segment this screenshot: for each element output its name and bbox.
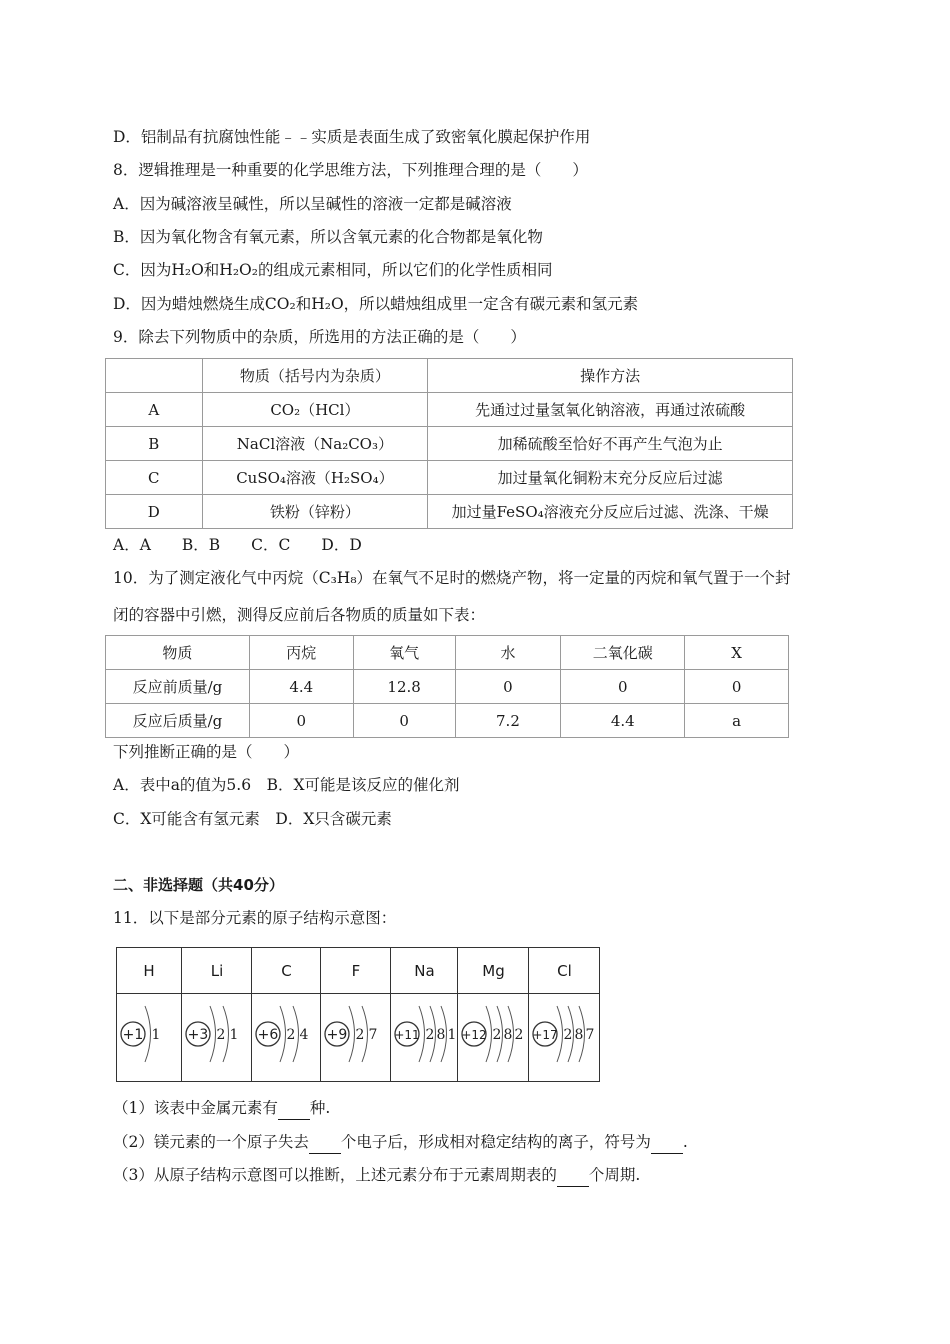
shell-electron-count: 1 (229, 1027, 239, 1043)
answer-blank[interactable] (309, 1131, 341, 1154)
shell-electron-count: 2 (216, 1027, 226, 1043)
shell-electron-count: 2 (514, 1027, 524, 1043)
shell-electron-count: 4 (299, 1027, 309, 1043)
electron-shell-arc (280, 1006, 286, 1062)
question-10-options-ab: A．表中a的值为5.6 B．X可能是该反应的催化剂 (113, 776, 460, 794)
table-cell: 加过量氧化铜粉末充分反应后过滤 (428, 461, 793, 495)
nucleus-charge: +17 (532, 1028, 558, 1042)
nucleus-charge: +12 (461, 1028, 487, 1042)
table-cell: 铁粉（锌粉） (202, 495, 428, 529)
atom-diagram (529, 994, 600, 1080)
atom-column-cl (528, 948, 600, 1081)
table-cell: C (106, 461, 203, 495)
element-symbol: Li (210, 961, 224, 980)
atom-column-h (117, 948, 181, 1081)
table-header-cell: 丙烷 (249, 636, 353, 670)
part-1-text-b: 种. (309, 1099, 331, 1117)
shell-electron-count: 7 (368, 1027, 378, 1043)
table-cell: 0 (455, 670, 561, 704)
question-9-stem: 9．除去下列物质中的杂质，所选用的方法正确的是（ ） (113, 328, 526, 346)
table-cell: 7.2 (455, 704, 561, 738)
part-3-text-a: （3）从原子结构示意图可以推断，上述元素分布于元素周期表的 (113, 1166, 557, 1184)
question-10-stem-line1: 10．为了测定液化气中丙烷（C₃H₈）在氧气不足时的燃烧产物，将一定量的丙烷和氧气置于一个封 (113, 569, 791, 587)
shell-electron-count: 8 (503, 1027, 513, 1043)
atom-column-na (390, 948, 458, 1081)
atom-diagram (391, 994, 458, 1080)
electron-shell-arc (349, 1006, 355, 1062)
nucleus-charge: +6 (257, 1027, 279, 1043)
question-9-table (105, 358, 793, 529)
nucleus-charge: +9 (326, 1027, 348, 1043)
table-header-cell: 物质 (106, 636, 250, 670)
question-10-options-cd: C．X可能含有氢元素 D．X只含碳元素 (113, 810, 392, 828)
question-8-option-c: C．因为H₂O和H₂O₂的组成元素相同，所以它们的化学性质相同 (113, 261, 553, 279)
table-row (106, 704, 789, 738)
electron-shell-arc (486, 1006, 492, 1062)
question-10-ask: 下列推断正确的是（ ） (113, 743, 300, 761)
table-row (106, 495, 793, 529)
atom-diagram (458, 994, 529, 1080)
shell-electron-count: 8 (436, 1027, 446, 1043)
table-header-cell: X (685, 636, 789, 670)
table-cell: D (106, 495, 203, 529)
element-symbol: Cl (557, 961, 572, 980)
answer-blank[interactable] (651, 1131, 683, 1154)
atom-column-li (181, 948, 252, 1081)
atom-diagram (321, 994, 391, 1080)
table-header-cell: 氧气 (353, 636, 455, 670)
table-header-cell: 物质（括号内为杂质） (202, 359, 428, 393)
table-cell: CuSO₄溶液（H₂SO₄） (202, 461, 428, 495)
table-cell: B (106, 427, 203, 461)
question-8-stem: 8．逻辑推理是一种重要的化学思维方法，下列推理合理的是（ ） (113, 161, 588, 179)
shell-electron-count: 1 (151, 1027, 161, 1043)
shell-electron-count: 2 (563, 1027, 573, 1043)
electron-shell-arc (145, 1006, 151, 1062)
atom-column-f (320, 948, 391, 1081)
section-heading: 二、非选择题（共40分） (113, 876, 284, 894)
atom-column-mg (457, 948, 529, 1081)
table-cell: 4.4 (249, 670, 353, 704)
shell-electron-count: 2 (492, 1027, 502, 1043)
shell-electron-count: 2 (355, 1027, 365, 1043)
electron-shell-arc (419, 1006, 425, 1062)
table-header-cell (106, 359, 203, 393)
table-row (106, 393, 793, 427)
question-8-option-b: B．因为氧化物含有氧元素，所以含氧元素的化合物都是氧化物 (113, 228, 543, 246)
element-symbol: F (351, 961, 361, 980)
atom-diagram (117, 994, 181, 1080)
part-2-text-b: 个电子后，形成相对稳定结构的离子，符号为 (340, 1133, 651, 1151)
table-header-cell: 水 (455, 636, 561, 670)
table-header-cell: 二氧化碳 (561, 636, 685, 670)
table-cell: a (685, 704, 789, 738)
table-cell: 加稀硫酸至恰好不再产生气泡为止 (428, 427, 793, 461)
table-cell: A (106, 393, 203, 427)
question-11-stem: 11．以下是部分元素的原子结构示意图： (113, 909, 397, 927)
element-symbol: C (281, 961, 292, 980)
question-11-part-1 (113, 1097, 330, 1120)
table-cell: 12.8 (353, 670, 455, 704)
atom-diagram (182, 994, 252, 1080)
table-header-cell: 操作方法 (428, 359, 793, 393)
shell-electron-count: 7 (585, 1027, 595, 1043)
part-3-text-b: 个周期. (588, 1166, 641, 1184)
atomic-structure-diagram (116, 947, 600, 1082)
table-cell: 0 (353, 704, 455, 738)
question-11-part-3 (113, 1164, 640, 1187)
table-row (106, 670, 789, 704)
question-8-option-d: D．因为蜡烛燃烧生成CO₂和H₂O，所以蜡烛组成里一定含有碳元素和氢元素 (113, 295, 639, 313)
option-d-aluminum: D．铝制品有抗腐蚀性能﹣﹣实质是表面生成了致密氧化膜起保护作用 (113, 128, 591, 146)
table-cell: 反应后质量/g (106, 704, 250, 738)
table-header-row (106, 359, 793, 393)
table-cell: 0 (249, 704, 353, 738)
nucleus-charge: +1 (122, 1027, 144, 1043)
part-2-text-a: （2）镁元素的一个原子失去 (113, 1133, 309, 1151)
element-symbol: Mg (482, 961, 505, 980)
question-9-options: A．A B．B C．C D．D (113, 536, 362, 554)
part-1-text-a: （1）该表中金属元素有 (113, 1099, 278, 1117)
question-10-stem-line2: 闭的容器中引燃，测得反应前后各物质的质量如下表： (113, 606, 486, 624)
question-8-option-a: A．因为碱溶液呈碱性，所以呈碱性的溶液一定都是碱溶液 (113, 195, 512, 213)
table-cell: 0 (685, 670, 789, 704)
shell-electron-count: 2 (425, 1027, 435, 1043)
table-cell: 4.4 (561, 704, 685, 738)
table-cell: 先通过过量氢氧化钠溶液，再通过浓硫酸 (428, 393, 793, 427)
table-cell: CO₂（HCl） (202, 393, 428, 427)
shell-electron-count: 8 (574, 1027, 584, 1043)
shell-electron-count: 2 (286, 1027, 296, 1043)
atom-column-c (251, 948, 321, 1081)
question-11-part-2 (113, 1131, 688, 1154)
shell-electron-count: 1 (447, 1027, 457, 1043)
electron-shell-arc (210, 1006, 216, 1062)
element-symbol: H (143, 961, 155, 980)
question-10-table (105, 635, 789, 738)
table-row (106, 461, 793, 495)
atom-diagram (252, 994, 321, 1080)
table-cell: NaCl溶液（Na₂CO₃） (202, 427, 428, 461)
electron-shell-arc (557, 1006, 563, 1062)
table-cell: 0 (561, 670, 685, 704)
part-2-text-c: . (682, 1133, 688, 1151)
element-symbol: Na (414, 961, 435, 980)
table-cell: 反应前质量/g (106, 670, 250, 704)
nucleus-charge: +11 (394, 1028, 420, 1042)
answer-blank[interactable] (278, 1097, 310, 1120)
table-row (106, 427, 793, 461)
answer-blank[interactable] (557, 1164, 589, 1187)
nucleus-charge: +3 (187, 1027, 209, 1043)
table-cell: 加过量FeSO₄溶液充分反应后过滤、洗涤、干燥 (428, 495, 793, 529)
table-header-row (106, 636, 789, 670)
